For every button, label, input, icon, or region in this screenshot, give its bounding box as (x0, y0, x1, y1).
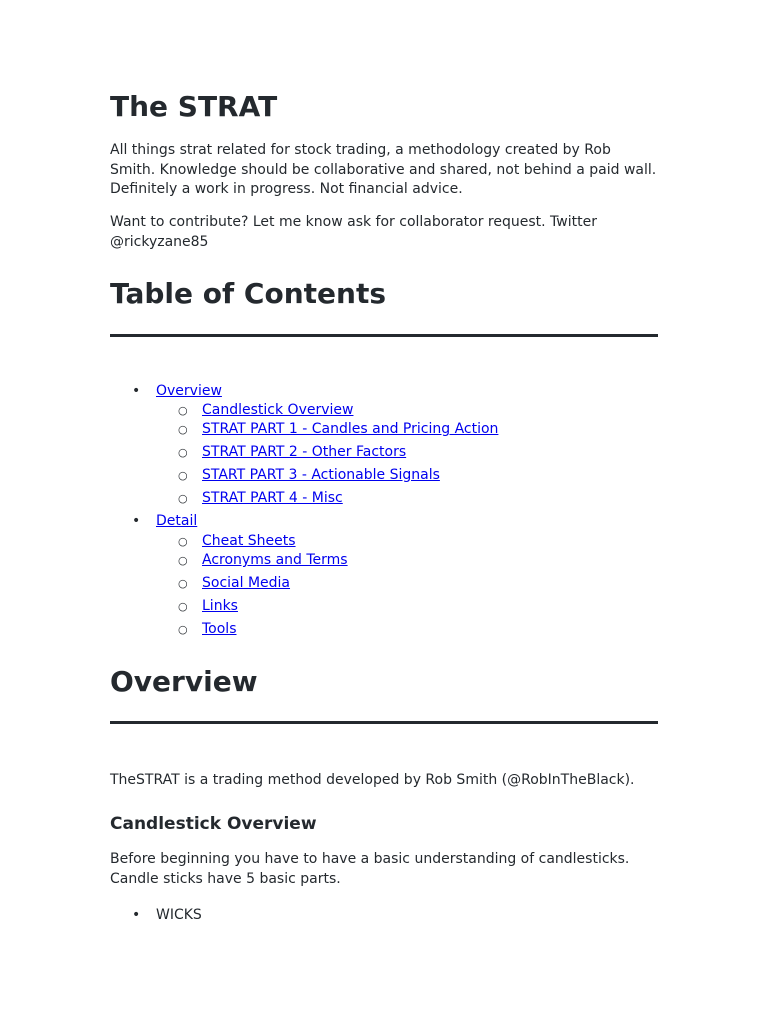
toc-link-cheat-sheets[interactable]: Cheat Sheets (202, 533, 296, 549)
toc-list (110, 382, 498, 639)
toc-link-candlestick-overview[interactable]: Candlestick Overview (202, 402, 354, 418)
toc-link-social-media[interactable]: Social Media (202, 575, 291, 591)
circle-bullet-icon: ○ (178, 623, 188, 636)
circle-bullet-icon: ○ (178, 404, 188, 417)
toc-link-overview[interactable]: Overview (156, 383, 222, 399)
toc-section-overview (110, 382, 498, 401)
bullet-icon: • (132, 907, 141, 923)
page-title: The STRAT (110, 90, 278, 123)
toc-item (110, 597, 498, 616)
toc-link-strat-part-2[interactable]: STRAT PART 2 - Other Factors (202, 444, 407, 460)
toc-item (110, 532, 498, 551)
circle-bullet-icon: ○ (178, 469, 188, 482)
toc-link-strat-part-1[interactable]: STRAT PART 1 - Candles and Pricing Action (202, 421, 499, 437)
toc-link-detail[interactable]: Detail (156, 513, 198, 529)
bullet-icon: • (132, 383, 141, 399)
toc-item (110, 551, 498, 570)
toc-item (110, 466, 498, 485)
circle-bullet-icon: ○ (178, 577, 188, 590)
overview-divider (110, 721, 658, 724)
circle-bullet-icon: ○ (178, 554, 188, 567)
circle-bullet-icon: ○ (178, 423, 188, 436)
intro-paragraph: All things strat related for stock trading, a methodology created by Rob Smith. Knowledge should be collaborative and shared, not behind a paid wall. Definitely a work in progress. Not financial advice. (110, 142, 657, 197)
bullet-icon: • (132, 513, 141, 529)
candlestick-paragraph: Before beginning you have to have a basic understanding of candlesticks. Candle sticks have 5 basic parts. (110, 851, 630, 887)
circle-bullet-icon: ○ (178, 535, 188, 548)
toc-heading: Table of Contents (110, 277, 387, 310)
toc-divider (110, 334, 658, 337)
toc-link-start-part-3[interactable]: START PART 3 - Actionable Signals (202, 467, 440, 483)
list-item (110, 906, 202, 925)
toc-item (110, 489, 498, 508)
toc-link-tools[interactable]: Tools (202, 621, 237, 637)
toc-item (110, 620, 498, 639)
circle-bullet-icon: ○ (178, 600, 188, 613)
toc-item (110, 420, 498, 439)
candle-parts-list (110, 906, 202, 925)
toc-link-acronyms[interactable]: Acronyms and Terms (202, 552, 348, 568)
circle-bullet-icon: ○ (178, 492, 188, 505)
candlestick-heading: Candlestick Overview (110, 814, 317, 834)
toc-section-detail (110, 512, 498, 531)
toc-link-links[interactable]: Links (202, 598, 238, 614)
contribute-paragraph: Want to contribute? Let me know ask for collaborator request. Twitter @rickyzane85 (110, 214, 597, 250)
toc-item (110, 574, 498, 593)
candle-part-label: WICKS (156, 907, 202, 923)
toc-link-strat-part-4[interactable]: STRAT PART 4 - Misc (202, 490, 343, 506)
circle-bullet-icon: ○ (178, 446, 188, 459)
overview-heading: Overview (110, 665, 258, 698)
toc-item (110, 443, 498, 462)
toc-item (110, 401, 498, 420)
overview-paragraph: TheSTRAT is a trading method developed by Rob Smith (@RobInTheBlack). (110, 772, 635, 788)
